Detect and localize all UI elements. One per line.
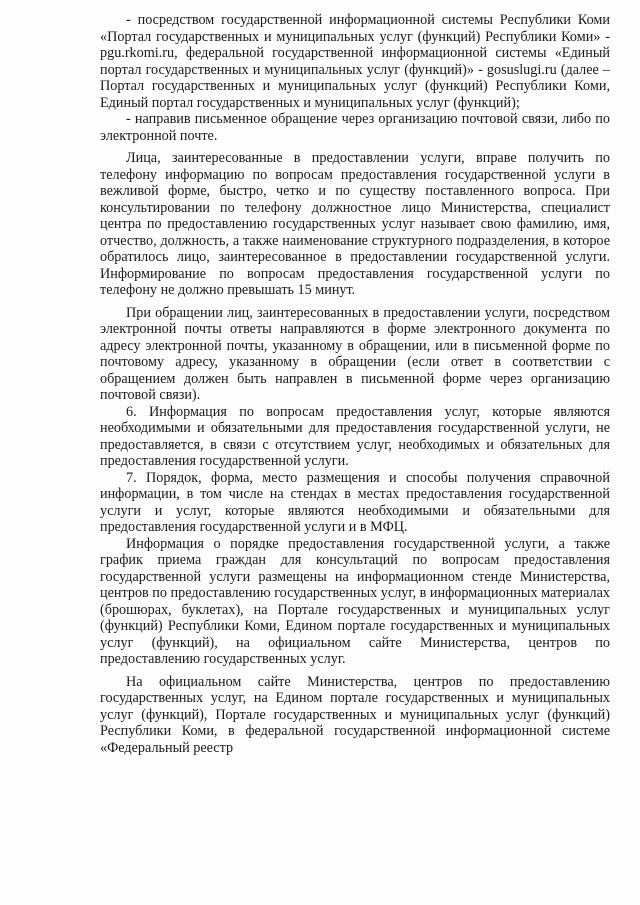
paragraph-schedule-info: Информация о порядке предоставления государственной услуги, а также график приема граждан для консультаций по вопросам предоставления государственной услуги размещены на информационном стенде Министерства, центров по предоставлению государственных услуг, в информационных материалах (брошюрах, буклетах), на Портале государственных и муниципальных услуг (функций) Республики Коми, Едином портале государственных и муниципальных услуг (функций), на официальном сайте Министерства, центров по предоставлению государственных услуг. bbox=[100, 535, 610, 667]
paragraph-official-site: На официальном сайте Министерства, центров по предоставлению государственных услуг, на Едином портале государственных и муниципальных услуг (функций), Портале государственных и муниципальных услуг (функций) Республики Коми, в федеральной государственной информационной системе «Федеральный реестр bbox=[100, 673, 610, 756]
paragraph-portal-methods: - посредством государственной информационной системы Республики Коми «Портал государственных и муниципальных услуг (функций) Республики Коми» - pgu.rkomi.ru, федеральной государственной информационной системы «Единый портал государственных и муниципальных услуг (функций)» - gosuslugi.ru (далее – Портал государственных и муниципальных услуг (функций) Республики Коми, Единый портал государственных и муниципальных услуг (функций); bbox=[100, 12, 610, 111]
paragraph-email-requests: При обращении лиц, заинтересованных в предоставлении услуги, посредством электронной почты ответы направляются в форме электронного документа по адресу электронной почты, указанному в обращении, или в письменной форме по почтовому адресу, указанному в обращении (если ответ в соответствии с обращением должен быть направлен в письменной форме через организацию почтовой связи). bbox=[100, 304, 610, 403]
paragraph-item-6: 6. Информация по вопросам предоставления услуг, которые являются необходимыми и обязательными для предоставления государственной услуги, не предоставляется, в связи с отсутствием услуг, необходимых и обязательных для предоставления государственной услуги. bbox=[100, 403, 610, 469]
paragraph-postal-method: - направив письменное обращение через организацию почтовой связи, либо по электронной почте. bbox=[100, 111, 610, 144]
paragraph-phone-consultation: Лица, заинтересованные в предоставлении услуги, вправе получить по телефону информацию по вопросам предоставления государственной услуги в вежливой форме, быстро, четко и по существу поставленного вопроса. При консультировании по телефону должностное лицо Министерства, специалист центра по предоставлению государственных услуг называет свою фамилию, имя, отчество, должность, а также наименование структурного подразделения, в которое обратилось лицо, заинтересованное в предоставлении государственной услуги. Информирование по вопросам предоставления государственной услуги по телефону не должно превышать 15 минут. bbox=[100, 150, 610, 298]
paragraph-item-7: 7. Порядок, форма, место размещения и способы получения справочной информации, в том числе на стендах в местах предоставления государственной услуги и услуг, которые являются необходимыми и обязательными для предоставления государственной услуги и в МФЦ. bbox=[100, 469, 610, 535]
